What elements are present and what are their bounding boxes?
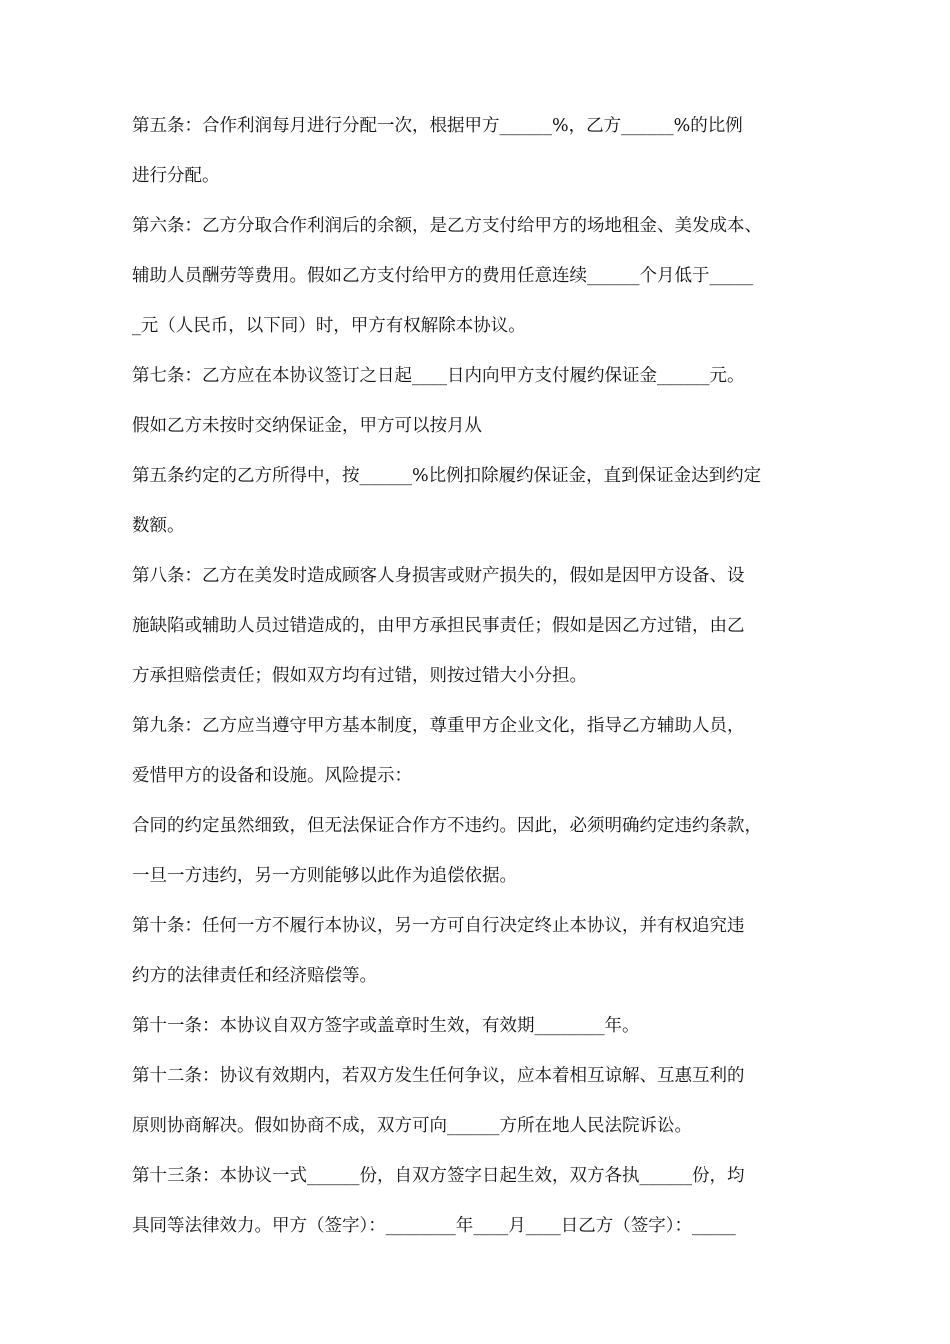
article-12-line-2: 原则协商解决。假如协商不成，双方可向______方所在地人民法院诉讼。 bbox=[132, 1116, 692, 1136]
article-8-line-2: 施缺陷或辅助人员过错造成的，由甲方承担民事责任；假如是因乙方过错，由乙 bbox=[132, 616, 745, 636]
article-6-line-3: _元（人民币，以下同）时，甲方有权解除本协议。 bbox=[132, 316, 526, 336]
article-5-line-2: 进行分配。 bbox=[132, 166, 220, 186]
article-11-line-1: 第十一条：本协议自双方签字或盖章时生效，有效期________年。 bbox=[132, 1016, 640, 1036]
contract-body bbox=[132, 108, 824, 1258]
article-13-line-2: 具同等法律效力。甲方（签字）：________年____月____日乙方（签字）：_____ bbox=[132, 1216, 736, 1236]
risk-note-line-2: 一旦一方违约，另一方则能够以此作为追偿依据。 bbox=[132, 866, 517, 886]
article-6-line-2: 辅助人员酬劳等费用。假如乙方支付给甲方的费用任意连续______个月低于_____ bbox=[132, 266, 754, 286]
article-9-line-2: 爱惜甲方的设备和设施。风险提示： bbox=[132, 766, 412, 786]
article-5-line-1: 第五条：合作利润每月进行分配一次，根据甲方______%，乙方______%的比例 bbox=[132, 116, 743, 136]
article-13-line-1: 第十三条：本协议一式______份，自双方签字日起生效，双方各执______份，均 bbox=[132, 1166, 745, 1186]
risk-note-line-1: 合同的约定虽然细致，但无法保证合作方不违约。因此，必须明确约定违约条款， bbox=[132, 816, 762, 836]
article-7-line-1: 第七条：乙方应在本协议签订之日起____日内向甲方支付履约保证金______元。 bbox=[132, 366, 745, 386]
article-6-line-1: 第六条：乙方分取合作利润后的余额，是乙方支付给甲方的场地租金、美发成本、 bbox=[132, 216, 762, 236]
article-12-line-1: 第十二条：协议有效期内，若双方发生任何争议，应本着相互谅解、互惠互利的 bbox=[132, 1066, 745, 1086]
article-10-line-2: 约方的法律责任和经济赔偿等。 bbox=[132, 966, 377, 986]
article-10-line-1: 第十条：任何一方不履行本协议，另一方可自行决定终止本协议，并有权追究违 bbox=[132, 916, 745, 936]
article-7-line-4: 数额。 bbox=[132, 516, 185, 536]
article-9-line-1: 第九条：乙方应当遵守甲方基本制度，尊重甲方企业文化，指导乙方辅助人员， bbox=[132, 716, 745, 736]
article-7-line-2: 假如乙方未按时交纳保证金，甲方可以按月从 bbox=[132, 416, 482, 436]
article-8-line-3: 方承担赔偿责任；假如双方均有过错，则按过错大小分担。 bbox=[132, 666, 587, 686]
article-8-line-1: 第八条：乙方在美发时造成顾客人身损害或财产损失的，假如是因甲方设备、设 bbox=[132, 566, 745, 586]
article-7-line-3: 第五条约定的乙方所得中，按______%比例扣除履约保证金，直到保证金达到约定 bbox=[132, 466, 762, 486]
